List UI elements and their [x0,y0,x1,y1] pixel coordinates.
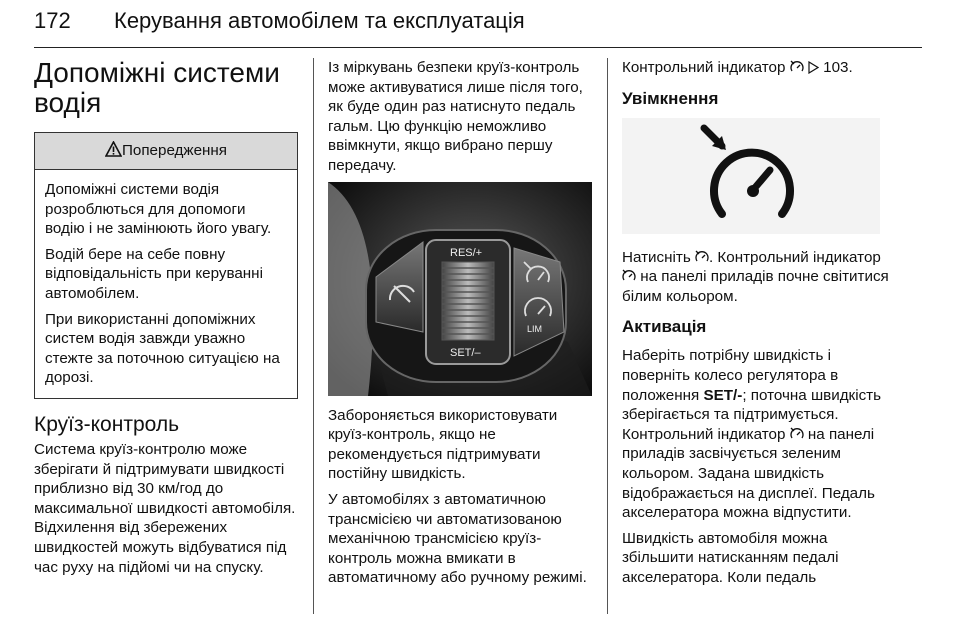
warning-paragraph: Допоміжні системи водія розроблються для допомоги водію і не замінюють його увагу. [45,181,272,238]
warning-header [35,133,297,170]
page-header [34,8,924,42]
indicator-page-ref: 103. [823,59,853,76]
indicator-prefix: Контрольний індикатор [622,59,786,76]
switch-on-heading: Увімкнення [622,88,719,108]
section-title-line1: Допоміжні системи [34,57,280,88]
lim-label: LIM [527,323,543,334]
activation-text [622,346,892,522]
press-suffix: . Контрольний індикатор [708,248,881,266]
cruise-control-text: Система круїз-контролю може зберігати й підтримувати швидкості приблизно від 30 км/год до максимальної швидкості автомобіля. Відхилення від збережених швидкостей можуть відбуватися під час руху на підйомі чи на спуску. [34,440,296,576]
warning-title: Попередження [121,142,228,159]
cruise-control-icon [790,60,804,74]
reference-arrow-icon [808,61,819,74]
steering-wheel-controls-photo [328,182,592,396]
activation-part1: Наберіть потрібну швидкість і поверніть колесо регулятора в положення [622,347,839,404]
cruise-control-icon [622,269,636,283]
header-rule [34,47,922,48]
warning-body [35,170,297,398]
activation-part2: ; поточна швидкість зберігається та підтримується. Контрольний індикатор [622,386,882,443]
running-title: Керування автомобілем та експлуатація [114,8,525,33]
switch-on-text [622,248,892,307]
press-end: на панелі приладів почне світитися білим кольором. [622,268,889,305]
res-plus-label: RES/+ [450,246,483,259]
warning-box [34,132,298,399]
column-divider-1 [313,58,314,614]
press-prefix: Натисніть [622,248,691,266]
column-2 [328,58,596,594]
activation-part3: на панелі приладів засвічується зеленим кольором. Задана швидкість відображається на дисплеї. Педаль акселератора можна відпустити. [622,425,875,522]
set-minus-bold: SET/- [703,386,743,404]
cruise-indicator-illustration [622,118,880,234]
column-1 [34,58,299,583]
indicator-reference [622,58,892,78]
speed-increase-text: Швидкість автомобіля можна збільшити натисканням педалі акселератора. Коли педаль [622,529,839,586]
activation-heading: Активація [622,317,707,337]
section-title-line2: водія [34,87,102,118]
cruise-control-heading: Круїз-контроль [34,412,180,436]
set-minus-label: SET/– [450,346,481,359]
section-title [34,58,299,118]
warning-triangle-icon [105,141,122,157]
automatic-transmission-paragraph: У автомобілях з автоматичною трансмісією чи автоматизованою механічною трансмісією круїз-контроль можна вмикати в автоматичному або ручному режимі. [328,490,587,587]
column-divider-2 [607,58,608,614]
cruise-control-icon [790,427,804,441]
cruise-control-icon [695,250,709,264]
column-3 [622,58,892,594]
warning-paragraph: При використанні допоміжних систем водія завжди уважно стежте за поточною ситуацією на дорозі. [45,310,280,387]
restriction-paragraph: Забороняється використовувати круїз-контроль, якщо не рекомендується підтримувати постійну швидкість. [328,406,558,483]
page-number: 172 [34,8,71,33]
safety-paragraph: Із міркувань безпеки круїз-контроль може активуватися лише після того, як буде один раз натиснуто педаль гальм. Цю функцію неможливо ввімкнути, якщо вибрано першу передачу. [328,59,583,174]
warning-paragraph: Водій бере на себе повну відповідальність при керуванні автомобілем. [45,245,263,302]
